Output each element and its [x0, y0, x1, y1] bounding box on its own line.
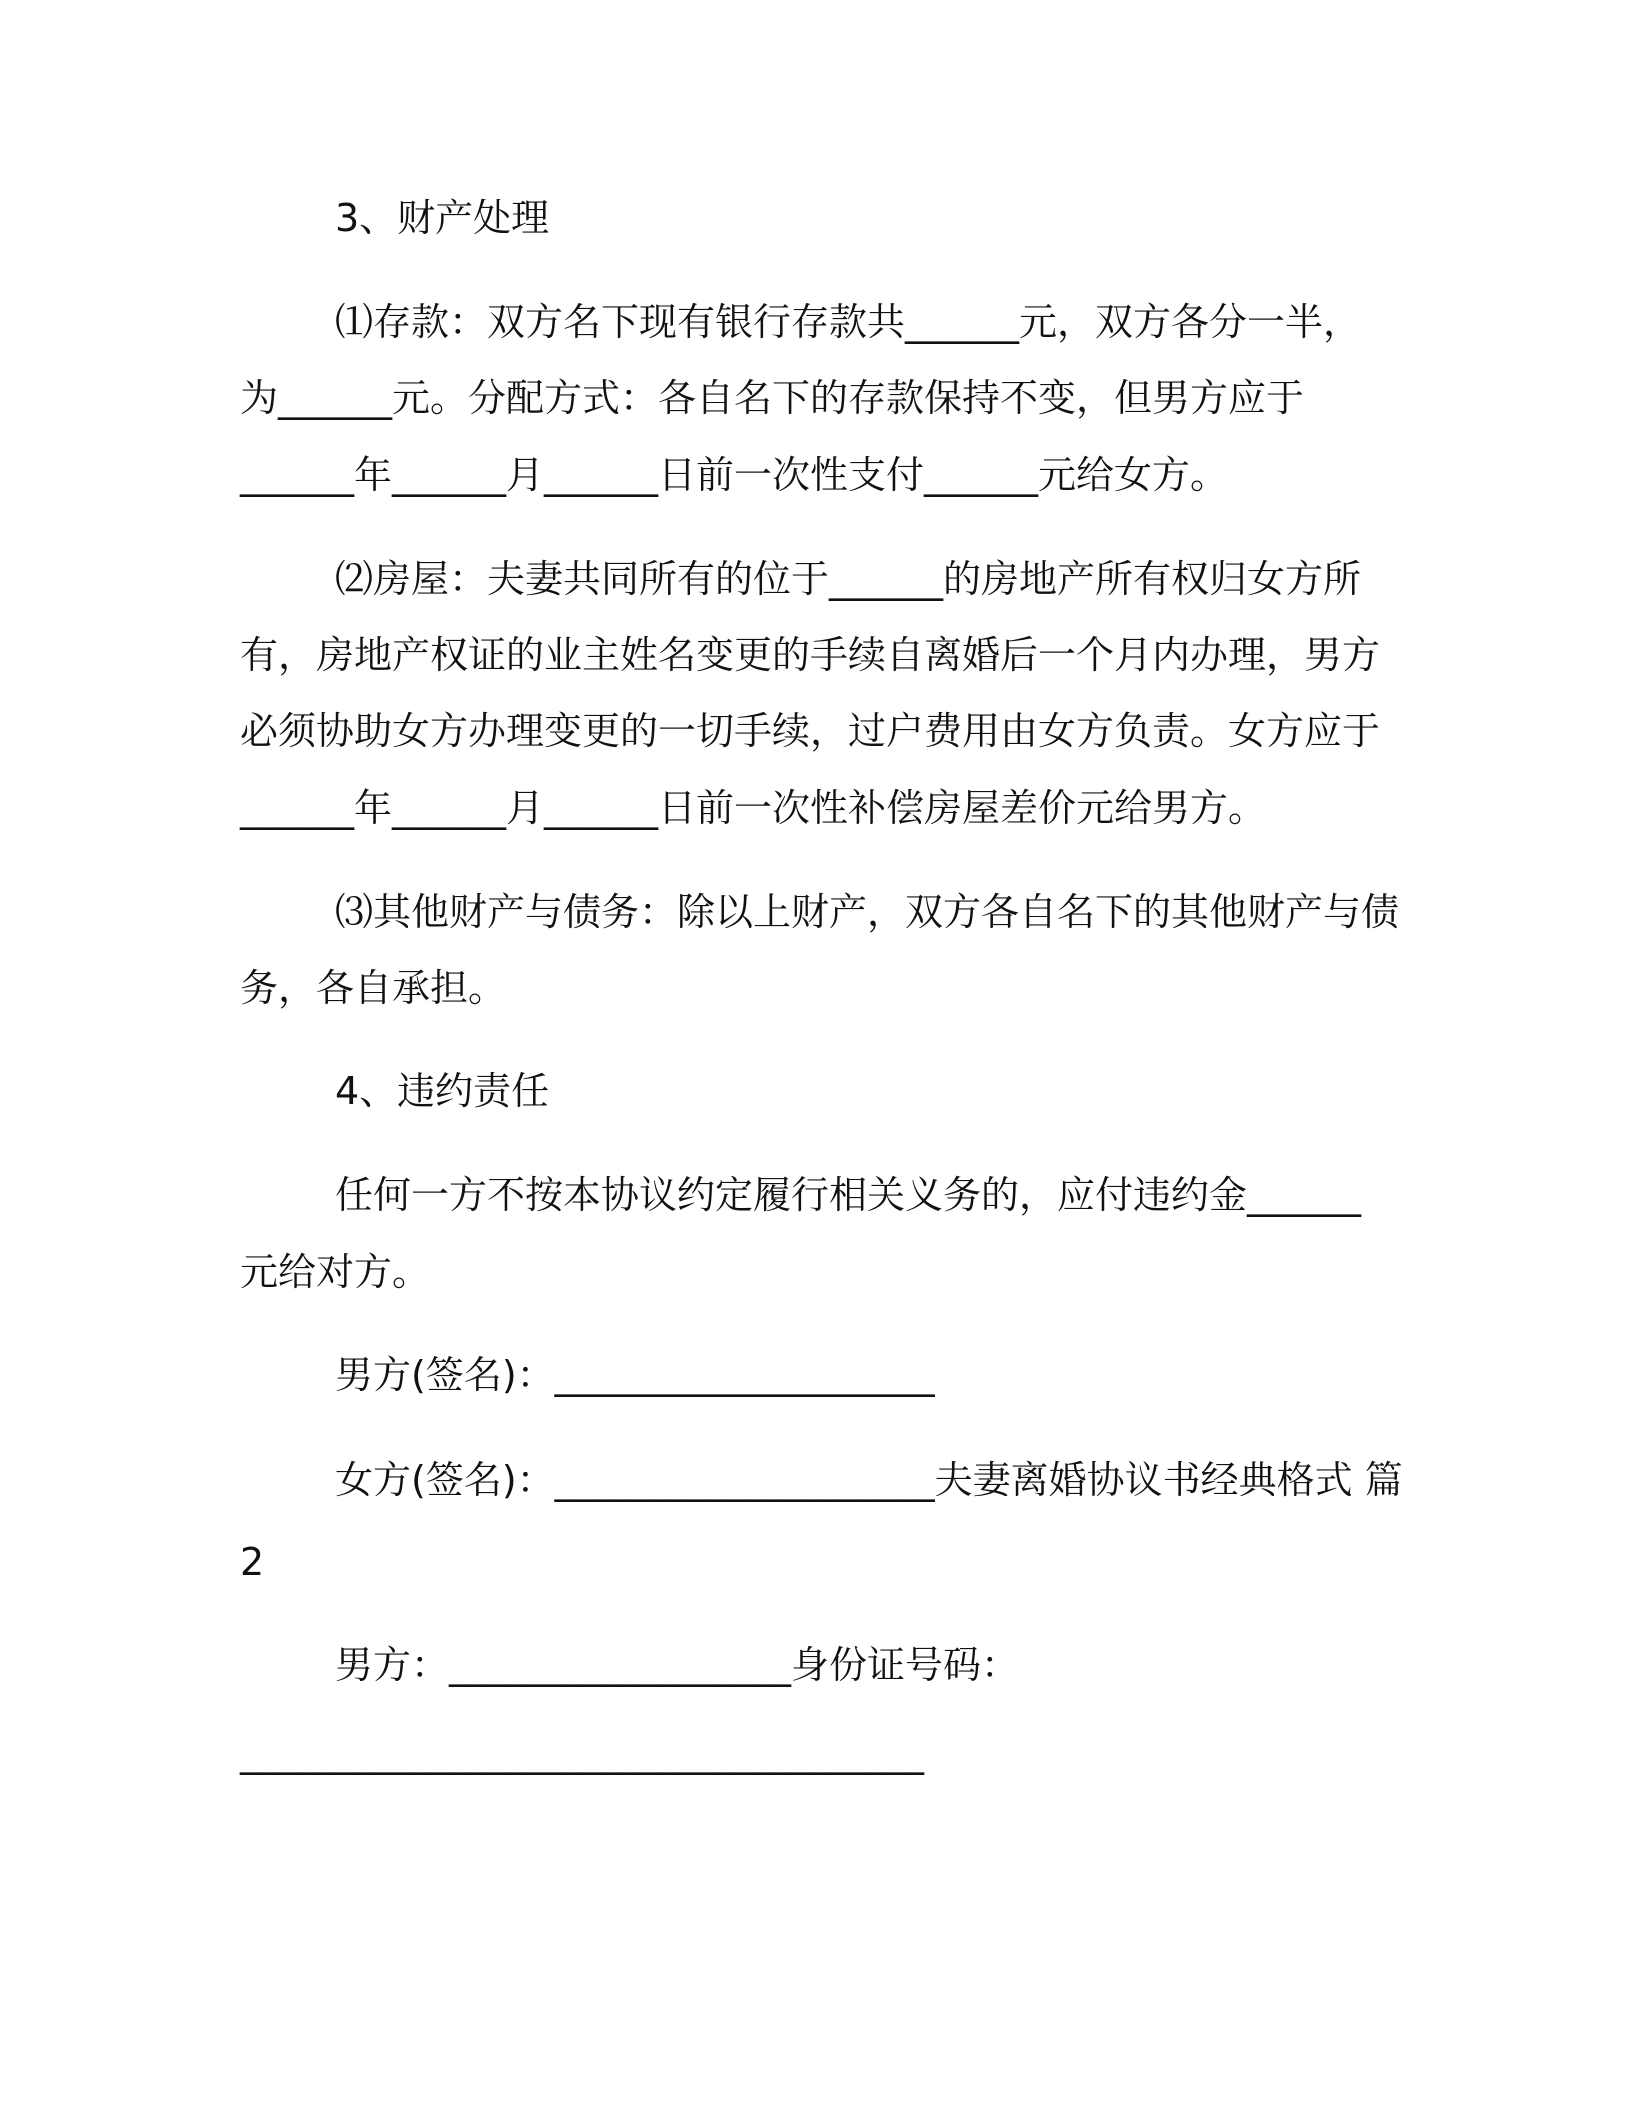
husband-signature-line: 男方(签名)：____________________	[335, 1353, 935, 1397]
clause-house-line-4: ______年______月______日前一次性补偿房屋差价元给男方。	[240, 786, 1267, 830]
clause-deposit-line-2: 为______元。分配方式：各自名下的存款保持不变，但男方应于	[240, 376, 1305, 420]
section-heading-breach: 4、违约责任	[335, 1069, 550, 1113]
id-number-blank-line: ____________________________________	[240, 1731, 924, 1775]
breach-clause-line-2: 元给对方。	[240, 1250, 431, 1294]
wife-signature-line: 女方(签名)：____________________夫妻离婚协议书经典格式 篇	[335, 1458, 1403, 1502]
section-heading-property: 3、财产处理	[335, 196, 550, 240]
breach-clause-line-1: 任何一方不按本协议约定履行相关义务的，应付违约金______	[335, 1173, 1362, 1217]
husband-id-line: 男方：__________________身份证号码：	[335, 1643, 1020, 1687]
clause-house-line-1: ⑵房屋：夫妻共同所有的位于______的房地产所有权归女方所	[335, 557, 1362, 601]
clause-other-line-1: ⑶其他财产与债务：除以上财产，双方各自名下的其他财产与债	[335, 890, 1400, 934]
clause-deposit-line-1: ⑴存款：双方名下现有银行存款共______元，双方各分一半，	[335, 300, 1362, 344]
next-article-number: 2	[240, 1540, 265, 1584]
clause-other-line-2: 务，各自承担。	[240, 966, 507, 1010]
clause-house-line-3: 必须协助女方办理变更的一切手续，过户费用由女方负责。女方应于	[240, 709, 1381, 753]
clause-house-line-2: 有，房地产权证的业主姓名变更的手续自离婚后一个月内办理，男方	[240, 633, 1381, 677]
clause-deposit-line-3: ______年______月______日前一次性支付______元给女方。	[240, 453, 1229, 497]
